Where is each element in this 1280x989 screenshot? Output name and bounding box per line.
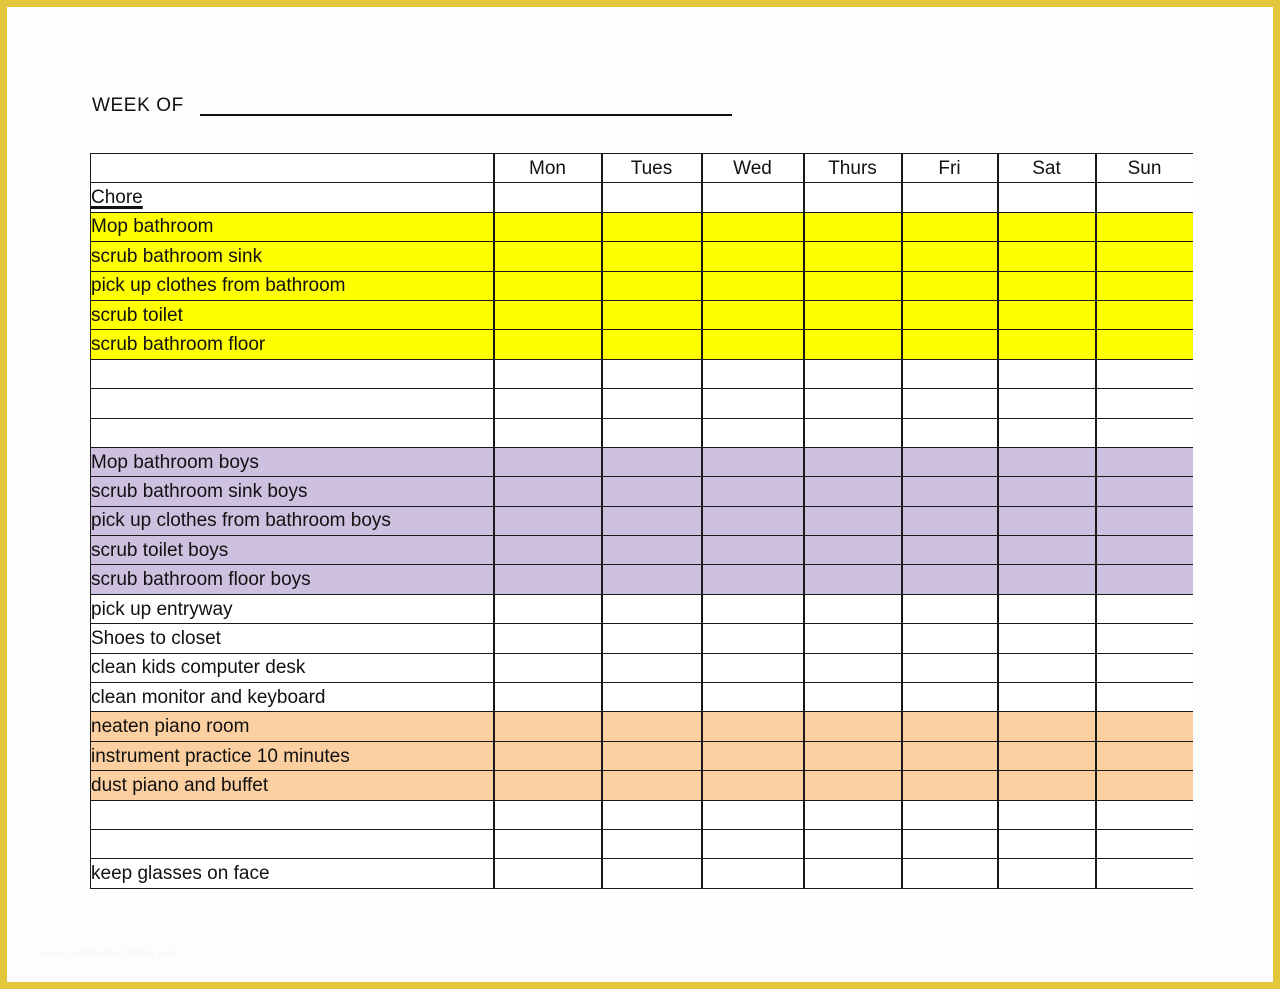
table-row <box>91 712 1193 741</box>
checkbox-cell-tues[interactable] <box>602 330 702 359</box>
table-row <box>91 624 1193 653</box>
checkbox-cell-sun[interactable] <box>1096 212 1193 241</box>
checkbox-cell-thurs[interactable] <box>804 800 902 829</box>
checkbox-cell-sun[interactable] <box>1096 447 1193 476</box>
checkbox-cell-sat[interactable] <box>998 859 1096 888</box>
day-header-wed: Wed <box>702 154 804 183</box>
checkbox-cell-thurs[interactable] <box>804 506 902 535</box>
checkbox-cell-sat[interactable] <box>998 447 1096 476</box>
table-row <box>91 183 1193 212</box>
checkbox-cell-fri[interactable] <box>902 683 998 712</box>
checkbox-cell-wed[interactable] <box>702 389 804 418</box>
checkbox-cell-thurs[interactable] <box>804 447 902 476</box>
chore-name-cell[interactable]: scrub bathroom sink boys <box>91 477 494 506</box>
table-row <box>91 653 1193 682</box>
checkbox-cell-tues[interactable] <box>602 212 702 241</box>
checkbox-cell-wed[interactable] <box>702 653 804 682</box>
chore-name-cell[interactable]: scrub bathroom sink <box>91 242 494 271</box>
week-of-input-line[interactable] <box>200 98 732 116</box>
checkbox-cell-sat[interactable] <box>998 683 1096 712</box>
checkbox-cell-fri[interactable] <box>902 389 998 418</box>
checkbox-cell-sat[interactable] <box>998 829 1096 858</box>
checkbox-cell-mon[interactable] <box>494 418 602 447</box>
checkbox-cell-tues[interactable] <box>602 271 702 300</box>
checkbox-cell-thurs[interactable] <box>804 829 902 858</box>
checkbox-cell-tues[interactable] <box>602 359 702 388</box>
checkbox-cell-sat[interactable] <box>998 212 1096 241</box>
table-row <box>91 389 1193 418</box>
checkbox-cell-sat[interactable] <box>998 242 1096 271</box>
day-header-thurs: Thurs <box>804 154 902 183</box>
chore-name-cell[interactable]: Mop bathroom <box>91 212 494 241</box>
checkbox-cell-thurs[interactable] <box>804 536 902 565</box>
checkbox-cell-sun[interactable] <box>1096 506 1193 535</box>
checkbox-cell-wed[interactable] <box>702 242 804 271</box>
checkbox-cell-tues[interactable] <box>602 653 702 682</box>
checkbox-cell-tues[interactable] <box>602 565 702 594</box>
day-header-row <box>91 154 1193 183</box>
checkbox-cell-sun[interactable] <box>1096 477 1193 506</box>
checkbox-cell-fri[interactable] <box>902 771 998 800</box>
checkbox-cell-mon[interactable] <box>494 653 602 682</box>
table-row <box>91 565 1193 594</box>
checkbox-cell-wed[interactable] <box>702 624 804 653</box>
table-row <box>91 242 1193 271</box>
checkbox-cell-sun[interactable] <box>1096 183 1193 212</box>
chore-name-cell[interactable] <box>91 359 494 388</box>
day-header-sat: Sat <box>998 154 1096 183</box>
checkbox-cell-sat[interactable] <box>998 594 1096 623</box>
table-row <box>91 829 1193 858</box>
checkbox-cell-sun[interactable] <box>1096 330 1193 359</box>
checkbox-cell-sat[interactable] <box>998 624 1096 653</box>
table-head <box>91 154 1193 183</box>
checkbox-cell-fri[interactable] <box>902 183 998 212</box>
checkbox-cell-sun[interactable] <box>1096 859 1193 888</box>
checkbox-cell-wed[interactable] <box>702 212 804 241</box>
table-row <box>91 447 1193 476</box>
checkbox-cell-sun[interactable] <box>1096 624 1193 653</box>
checkbox-cell-mon[interactable] <box>494 506 602 535</box>
table-row <box>91 418 1193 447</box>
checkbox-cell-sun[interactable] <box>1096 712 1193 741</box>
checkbox-cell-tues[interactable] <box>602 683 702 712</box>
table-row <box>91 741 1193 770</box>
chore-name-cell[interactable]: pick up clothes from bathroom boys <box>91 506 494 535</box>
chore-name-cell[interactable]: pick up entryway <box>91 594 494 623</box>
checkbox-cell-thurs[interactable] <box>804 418 902 447</box>
checkbox-cell-wed[interactable] <box>702 447 804 476</box>
checkbox-cell-fri[interactable] <box>902 624 998 653</box>
table-row <box>91 683 1193 712</box>
checkbox-cell-thurs[interactable] <box>804 594 902 623</box>
checkbox-cell-tues[interactable] <box>602 506 702 535</box>
checkbox-cell-thurs[interactable] <box>804 624 902 653</box>
checkbox-cell-mon[interactable] <box>494 183 602 212</box>
checkbox-cell-mon[interactable] <box>494 271 602 300</box>
checkbox-cell-sun[interactable] <box>1096 389 1193 418</box>
chore-name-cell[interactable]: scrub bathroom floor boys <box>91 565 494 594</box>
checkbox-cell-sat[interactable] <box>998 771 1096 800</box>
checkbox-cell-mon[interactable] <box>494 212 602 241</box>
checkbox-cell-thurs[interactable] <box>804 565 902 594</box>
checkbox-cell-fri[interactable] <box>902 447 998 476</box>
checkbox-cell-fri[interactable] <box>902 506 998 535</box>
checkbox-cell-tues[interactable] <box>602 594 702 623</box>
chore-name-cell[interactable]: instrument practice 10 minutes <box>91 741 494 770</box>
checkbox-cell-tues[interactable] <box>602 300 702 329</box>
chore-column-header[interactable] <box>91 183 494 212</box>
checkbox-cell-thurs[interactable] <box>804 771 902 800</box>
checkbox-cell-mon[interactable] <box>494 565 602 594</box>
checkbox-cell-tues[interactable] <box>602 624 702 653</box>
chore-schedule-table <box>90 153 1193 889</box>
checkbox-cell-sat[interactable] <box>998 653 1096 682</box>
chore-name-cell[interactable] <box>91 418 494 447</box>
checkbox-cell-tues[interactable] <box>602 800 702 829</box>
checkbox-cell-sun[interactable] <box>1096 653 1193 682</box>
checkbox-cell-sat[interactable] <box>998 506 1096 535</box>
checkbox-cell-thurs[interactable] <box>804 242 902 271</box>
checkbox-cell-sun[interactable] <box>1096 683 1193 712</box>
checkbox-cell-wed[interactable] <box>702 829 804 858</box>
chore-header-text: Chore <box>91 187 143 209</box>
week-of-row <box>92 96 732 116</box>
checkbox-cell-sat[interactable] <box>998 359 1096 388</box>
watermark-text: www.sampletemplates.net <box>39 948 174 960</box>
checkbox-cell-mon[interactable] <box>494 859 602 888</box>
table-row <box>91 800 1193 829</box>
checkbox-cell-fri[interactable] <box>902 477 998 506</box>
checkbox-cell-wed[interactable] <box>702 359 804 388</box>
table-row <box>91 536 1193 565</box>
checkbox-cell-wed[interactable] <box>702 565 804 594</box>
checkbox-cell-wed[interactable] <box>702 712 804 741</box>
checkbox-cell-fri[interactable] <box>902 418 998 447</box>
checkbox-cell-wed[interactable] <box>702 536 804 565</box>
chore-name-cell[interactable]: neaten piano room <box>91 712 494 741</box>
day-header-mon: Mon <box>494 154 602 183</box>
table-row <box>91 771 1193 800</box>
table-row <box>91 212 1193 241</box>
checkbox-cell-thurs[interactable] <box>804 653 902 682</box>
checkbox-cell-sun[interactable] <box>1096 271 1193 300</box>
checkbox-cell-mon[interactable] <box>494 389 602 418</box>
chore-name-cell[interactable] <box>91 800 494 829</box>
checkbox-cell-mon[interactable] <box>494 477 602 506</box>
day-header-tues: Tues <box>602 154 702 183</box>
table-row <box>91 859 1193 888</box>
table-row <box>91 271 1193 300</box>
checkbox-cell-sun[interactable] <box>1096 418 1193 447</box>
checkbox-cell-thurs[interactable] <box>804 183 902 212</box>
checkbox-cell-fri[interactable] <box>902 330 998 359</box>
checkbox-cell-wed[interactable] <box>702 330 804 359</box>
checkbox-cell-tues[interactable] <box>602 536 702 565</box>
chore-name-cell[interactable]: scrub toilet boys <box>91 536 494 565</box>
checkbox-cell-thurs[interactable] <box>804 859 902 888</box>
checkbox-cell-fri[interactable] <box>902 859 998 888</box>
checkbox-cell-mon[interactable] <box>494 624 602 653</box>
checkbox-cell-mon[interactable] <box>494 330 602 359</box>
checkbox-cell-sat[interactable] <box>998 183 1096 212</box>
checkbox-cell-sat[interactable] <box>998 536 1096 565</box>
checkbox-cell-thurs[interactable] <box>804 359 902 388</box>
checkbox-cell-sat[interactable] <box>998 712 1096 741</box>
checkbox-cell-tues[interactable] <box>602 859 702 888</box>
chore-rows-body <box>91 183 1193 888</box>
chore-name-cell[interactable]: pick up clothes from bathroom <box>91 271 494 300</box>
checkbox-cell-tues[interactable] <box>602 771 702 800</box>
checkbox-cell-mon[interactable] <box>494 536 602 565</box>
day-header-sun: Sun <box>1096 154 1193 183</box>
checkbox-cell-thurs[interactable] <box>804 741 902 770</box>
chore-name-cell[interactable]: keep glasses on face <box>91 859 494 888</box>
checkbox-cell-wed[interactable] <box>702 506 804 535</box>
checkbox-cell-mon[interactable] <box>494 771 602 800</box>
checkbox-cell-wed[interactable] <box>702 683 804 712</box>
chore-name-cell[interactable] <box>91 829 494 858</box>
checkbox-cell-thurs[interactable] <box>804 477 902 506</box>
checkbox-cell-sun[interactable] <box>1096 829 1193 858</box>
table-row <box>91 506 1193 535</box>
checkbox-cell-thurs[interactable] <box>804 212 902 241</box>
checkbox-cell-tues[interactable] <box>602 712 702 741</box>
checkbox-cell-fri[interactable] <box>902 565 998 594</box>
checkbox-cell-tues[interactable] <box>602 741 702 770</box>
chore-name-cell[interactable]: Mop bathroom boys <box>91 447 494 476</box>
checkbox-cell-wed[interactable] <box>702 183 804 212</box>
checkbox-cell-fri[interactable] <box>902 800 998 829</box>
checkbox-cell-fri[interactable] <box>902 536 998 565</box>
checkbox-cell-mon[interactable] <box>494 829 602 858</box>
checkbox-cell-fri[interactable] <box>902 594 998 623</box>
checkbox-cell-fri[interactable] <box>902 741 998 770</box>
checkbox-cell-thurs[interactable] <box>804 683 902 712</box>
checkbox-cell-sun[interactable] <box>1096 594 1193 623</box>
checkbox-cell-thurs[interactable] <box>804 271 902 300</box>
checkbox-cell-wed[interactable] <box>702 859 804 888</box>
chore-name-cell[interactable]: clean kids computer desk <box>91 653 494 682</box>
table-row <box>91 594 1193 623</box>
checkbox-cell-tues[interactable] <box>602 418 702 447</box>
checkbox-cell-mon[interactable] <box>494 447 602 476</box>
checkbox-cell-sun[interactable] <box>1096 800 1193 829</box>
checkbox-cell-sun[interactable] <box>1096 565 1193 594</box>
checkbox-cell-fri[interactable] <box>902 212 998 241</box>
checkbox-cell-wed[interactable] <box>702 594 804 623</box>
day-header-fri: Fri <box>902 154 998 183</box>
table-row <box>91 300 1193 329</box>
checkbox-cell-tues[interactable] <box>602 389 702 418</box>
checkbox-cell-mon[interactable] <box>494 242 602 271</box>
checkbox-cell-wed[interactable] <box>702 741 804 770</box>
chore-name-cell[interactable]: Shoes to closet <box>91 624 494 653</box>
checkbox-cell-mon[interactable] <box>494 594 602 623</box>
checkbox-cell-sun[interactable] <box>1096 741 1193 770</box>
checkbox-cell-thurs[interactable] <box>804 712 902 741</box>
checkbox-cell-fri[interactable] <box>902 242 998 271</box>
checkbox-cell-mon[interactable] <box>494 741 602 770</box>
checkbox-cell-fri[interactable] <box>902 359 998 388</box>
checkbox-cell-wed[interactable] <box>702 477 804 506</box>
checkbox-cell-tues[interactable] <box>602 829 702 858</box>
corner-header-cell <box>91 154 494 183</box>
checkbox-cell-tues[interactable] <box>602 242 702 271</box>
checkbox-cell-sun[interactable] <box>1096 771 1193 800</box>
checkbox-cell-fri[interactable] <box>902 300 998 329</box>
table-row <box>91 359 1193 388</box>
checkbox-cell-sun[interactable] <box>1096 359 1193 388</box>
checkbox-cell-wed[interactable] <box>702 271 804 300</box>
chore-name-cell[interactable]: scrub toilet <box>91 300 494 329</box>
chore-name-cell[interactable] <box>91 389 494 418</box>
checkbox-cell-sat[interactable] <box>998 418 1096 447</box>
checkbox-cell-tues[interactable] <box>602 477 702 506</box>
checkbox-cell-tues[interactable] <box>602 183 702 212</box>
checkbox-cell-wed[interactable] <box>702 300 804 329</box>
checkbox-cell-sat[interactable] <box>998 741 1096 770</box>
checkbox-cell-sun[interactable] <box>1096 242 1193 271</box>
table-row <box>91 330 1193 359</box>
checkbox-cell-wed[interactable] <box>702 418 804 447</box>
checkbox-cell-sun[interactable] <box>1096 300 1193 329</box>
checkbox-cell-mon[interactable] <box>494 683 602 712</box>
checkbox-cell-sat[interactable] <box>998 300 1096 329</box>
checkbox-cell-wed[interactable] <box>702 800 804 829</box>
checkbox-cell-sat[interactable] <box>998 477 1096 506</box>
checkbox-cell-tues[interactable] <box>602 447 702 476</box>
checkbox-cell-mon[interactable] <box>494 300 602 329</box>
chore-name-cell[interactable]: clean monitor and keyboard <box>91 683 494 712</box>
checkbox-cell-sat[interactable] <box>998 389 1096 418</box>
checkbox-cell-fri[interactable] <box>902 712 998 741</box>
checkbox-cell-thurs[interactable] <box>804 300 902 329</box>
checkbox-cell-wed[interactable] <box>702 771 804 800</box>
chore-name-cell[interactable]: scrub bathroom floor <box>91 330 494 359</box>
checkbox-cell-fri[interactable] <box>902 829 998 858</box>
checkbox-cell-mon[interactable] <box>494 712 602 741</box>
checkbox-cell-mon[interactable] <box>494 359 602 388</box>
checkbox-cell-thurs[interactable] <box>804 330 902 359</box>
checkbox-cell-sat[interactable] <box>998 800 1096 829</box>
checkbox-cell-sat[interactable] <box>998 565 1096 594</box>
chore-name-cell[interactable]: dust piano and buffet <box>91 771 494 800</box>
checkbox-cell-sat[interactable] <box>998 330 1096 359</box>
table-row <box>91 477 1193 506</box>
checkbox-cell-fri[interactable] <box>902 271 998 300</box>
checkbox-cell-thurs[interactable] <box>804 389 902 418</box>
checkbox-cell-sat[interactable] <box>998 271 1096 300</box>
checkbox-cell-sun[interactable] <box>1096 536 1193 565</box>
checkbox-cell-fri[interactable] <box>902 653 998 682</box>
checkbox-cell-mon[interactable] <box>494 800 602 829</box>
week-of-label: WEEK OF <box>92 95 184 116</box>
